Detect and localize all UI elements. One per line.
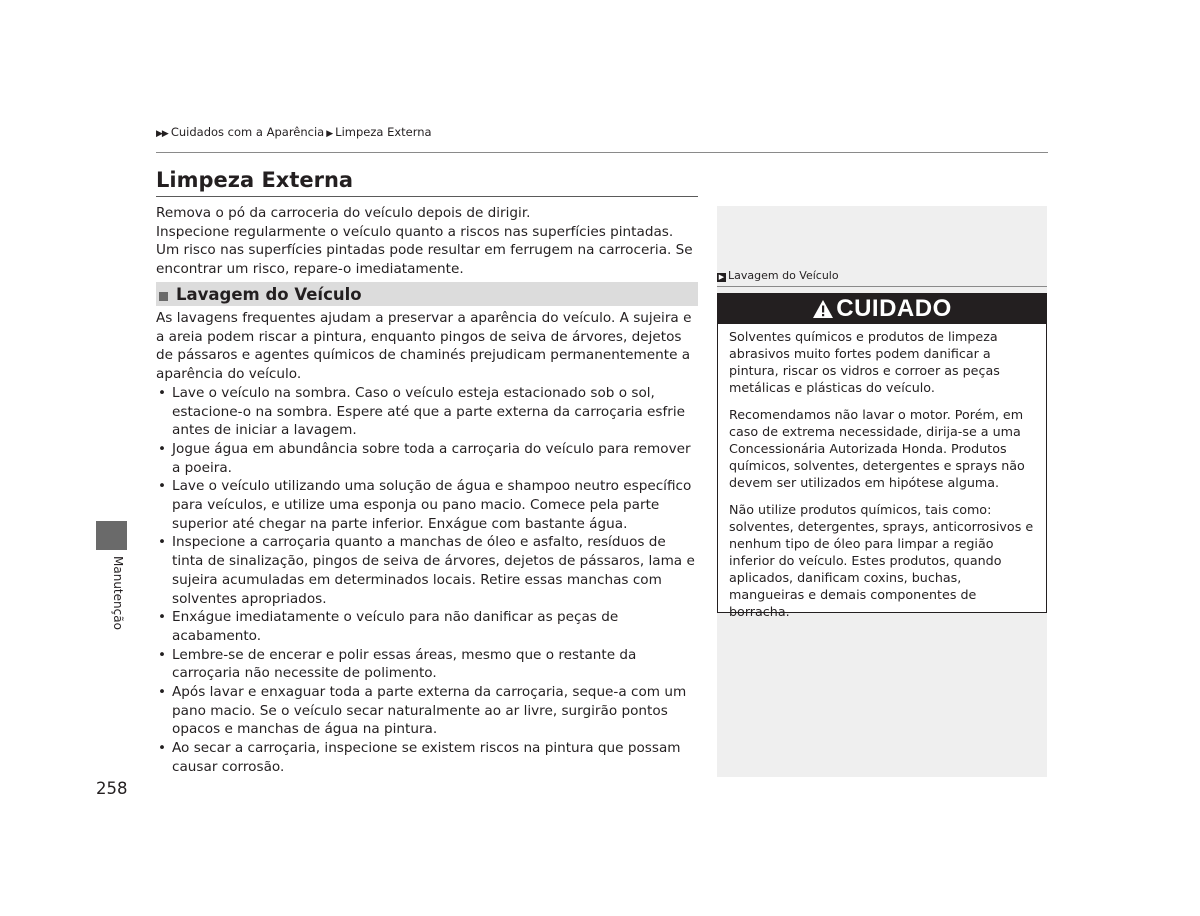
header-divider [156,152,1048,153]
chapter-tab-label: Manutenção [111,556,125,630]
list-item: • Lave o veículo na sombra. Caso o veículo esteja estacionado sob o sol, estacione-o na sombra. Espere até que a parte externa da carroçaria esfrie antes de iniciar a lavagem. [156,384,698,440]
caution-text [718,324,1046,620]
list-item: • Lave o veículo utilizando uma solução de água e shampoo neutro específico para veículos, e utilize uma esponja ou pano macio. Comece pela parte superior até chegar na parte inferior. Enxágue com bastante água. [156,477,698,533]
intro-line-2: Inspecione regularmente o veículo quanto a riscos nas superfícies pintadas. Um risco nas superfícies pintadas pode resultar em ferrugem na carroceria. Se encontrar um risco, repare-o imediatamente. [156,223,693,278]
list-item: • Após lavar e enxaguar toda a parte externa da carroçaria, seque-a com um pano macio. Se o veículo secar naturalmente ao ar livre, surgirão pontos opacos e manchas de água na pintura. [156,683,698,739]
list-item: • Lembre-se de encerar e polir essas áreas, mesmo que o restante da carroçaria não necessite de polimento. [156,646,698,683]
breadcrumb-level2[interactable]: Limpeza Externa [335,125,432,139]
list-item: • Inspecione a carroçaria quanto a manchas de óleo e asfalto, resíduos de tinta de sinalização, pingos de seiva de árvores, dejetos de pássaros, lama e sujeira acumuladas em determinados locais. Retire essas manchas com solventes apropriados. [156,533,698,608]
caution-paragraph: Recomendamos não lavar o motor. Porém, em caso de extrema necessidade, dirija-se a uma Concessionária Autorizada Honda. Produtos químicos, solventes, detergentes e sprays não devem ser utilizados em hipótese alguma. [729,407,1025,490]
page-title: Limpeza Externa [156,168,354,192]
page-number: 258 [96,779,128,798]
square-bullet-icon [159,292,168,301]
reference-icon: ▶ [718,273,725,281]
section-title: Lavagem do Veículo [176,284,362,304]
chapter-tab-label-wrap [111,556,126,636]
side-note-heading-label: Lavagem do Veículo [728,269,839,282]
double-arrow-icon: ▶▶ [156,129,168,139]
list-item: • Ao secar a carroçaria, inspecione se existem riscos na pintura que possam causar corrosão. [156,739,698,776]
bullet-list [156,384,698,777]
section-body [156,309,698,777]
intro-text [156,204,698,279]
caution-header [718,294,1046,324]
arrow-icon: ▶ [326,129,334,139]
side-note-divider [717,286,1047,287]
warning-triangle-icon [812,299,834,319]
chapter-tab[interactable] [96,521,127,550]
caution-paragraph: Não utilize produtos químicos, tais como: solventes, detergentes, sprays, anticorrosivos e nenhum tipo de óleo para limpar a região inferior do veículo. Estes produtos, quando aplicados, danificam coxins, buchas, mangueiras e demais componentes de borracha. [729,502,1034,619]
list-item: • Jogue água em abundância sobre toda a carroçaria do veículo para remover a poeira. [156,440,698,477]
caution-label: CUIDADO [836,295,952,322]
intro-line-1: Remova o pó da carroceria do veículo depois de dirigir. [156,205,531,221]
section-header [156,282,698,306]
breadcrumb [156,125,432,139]
list-item: • Enxágue imediatamente o veículo para não danificar as peças de acabamento. [156,608,698,645]
caution-paragraph: Solventes químicos e produtos de limpeza abrasivos muito fortes podem danificar a pintura, riscar os vidros e corroer as peças metálicas e plásticas do veículo. [729,329,1000,395]
side-note-heading[interactable] [717,269,839,282]
caution-box [717,293,1047,619]
section-paragraph: As lavagens frequentes ajudam a preservar a aparência do veículo. A sujeira e a areia podem riscar a pintura, enquanto pingos de seiva de árvores, dejetos de pássaros e agentes químicos de chaminés prejudicam permanentemente a aparência do veículo. [156,310,692,383]
breadcrumb-level1[interactable]: Cuidados com a Aparência [170,125,325,139]
title-divider [156,196,698,197]
